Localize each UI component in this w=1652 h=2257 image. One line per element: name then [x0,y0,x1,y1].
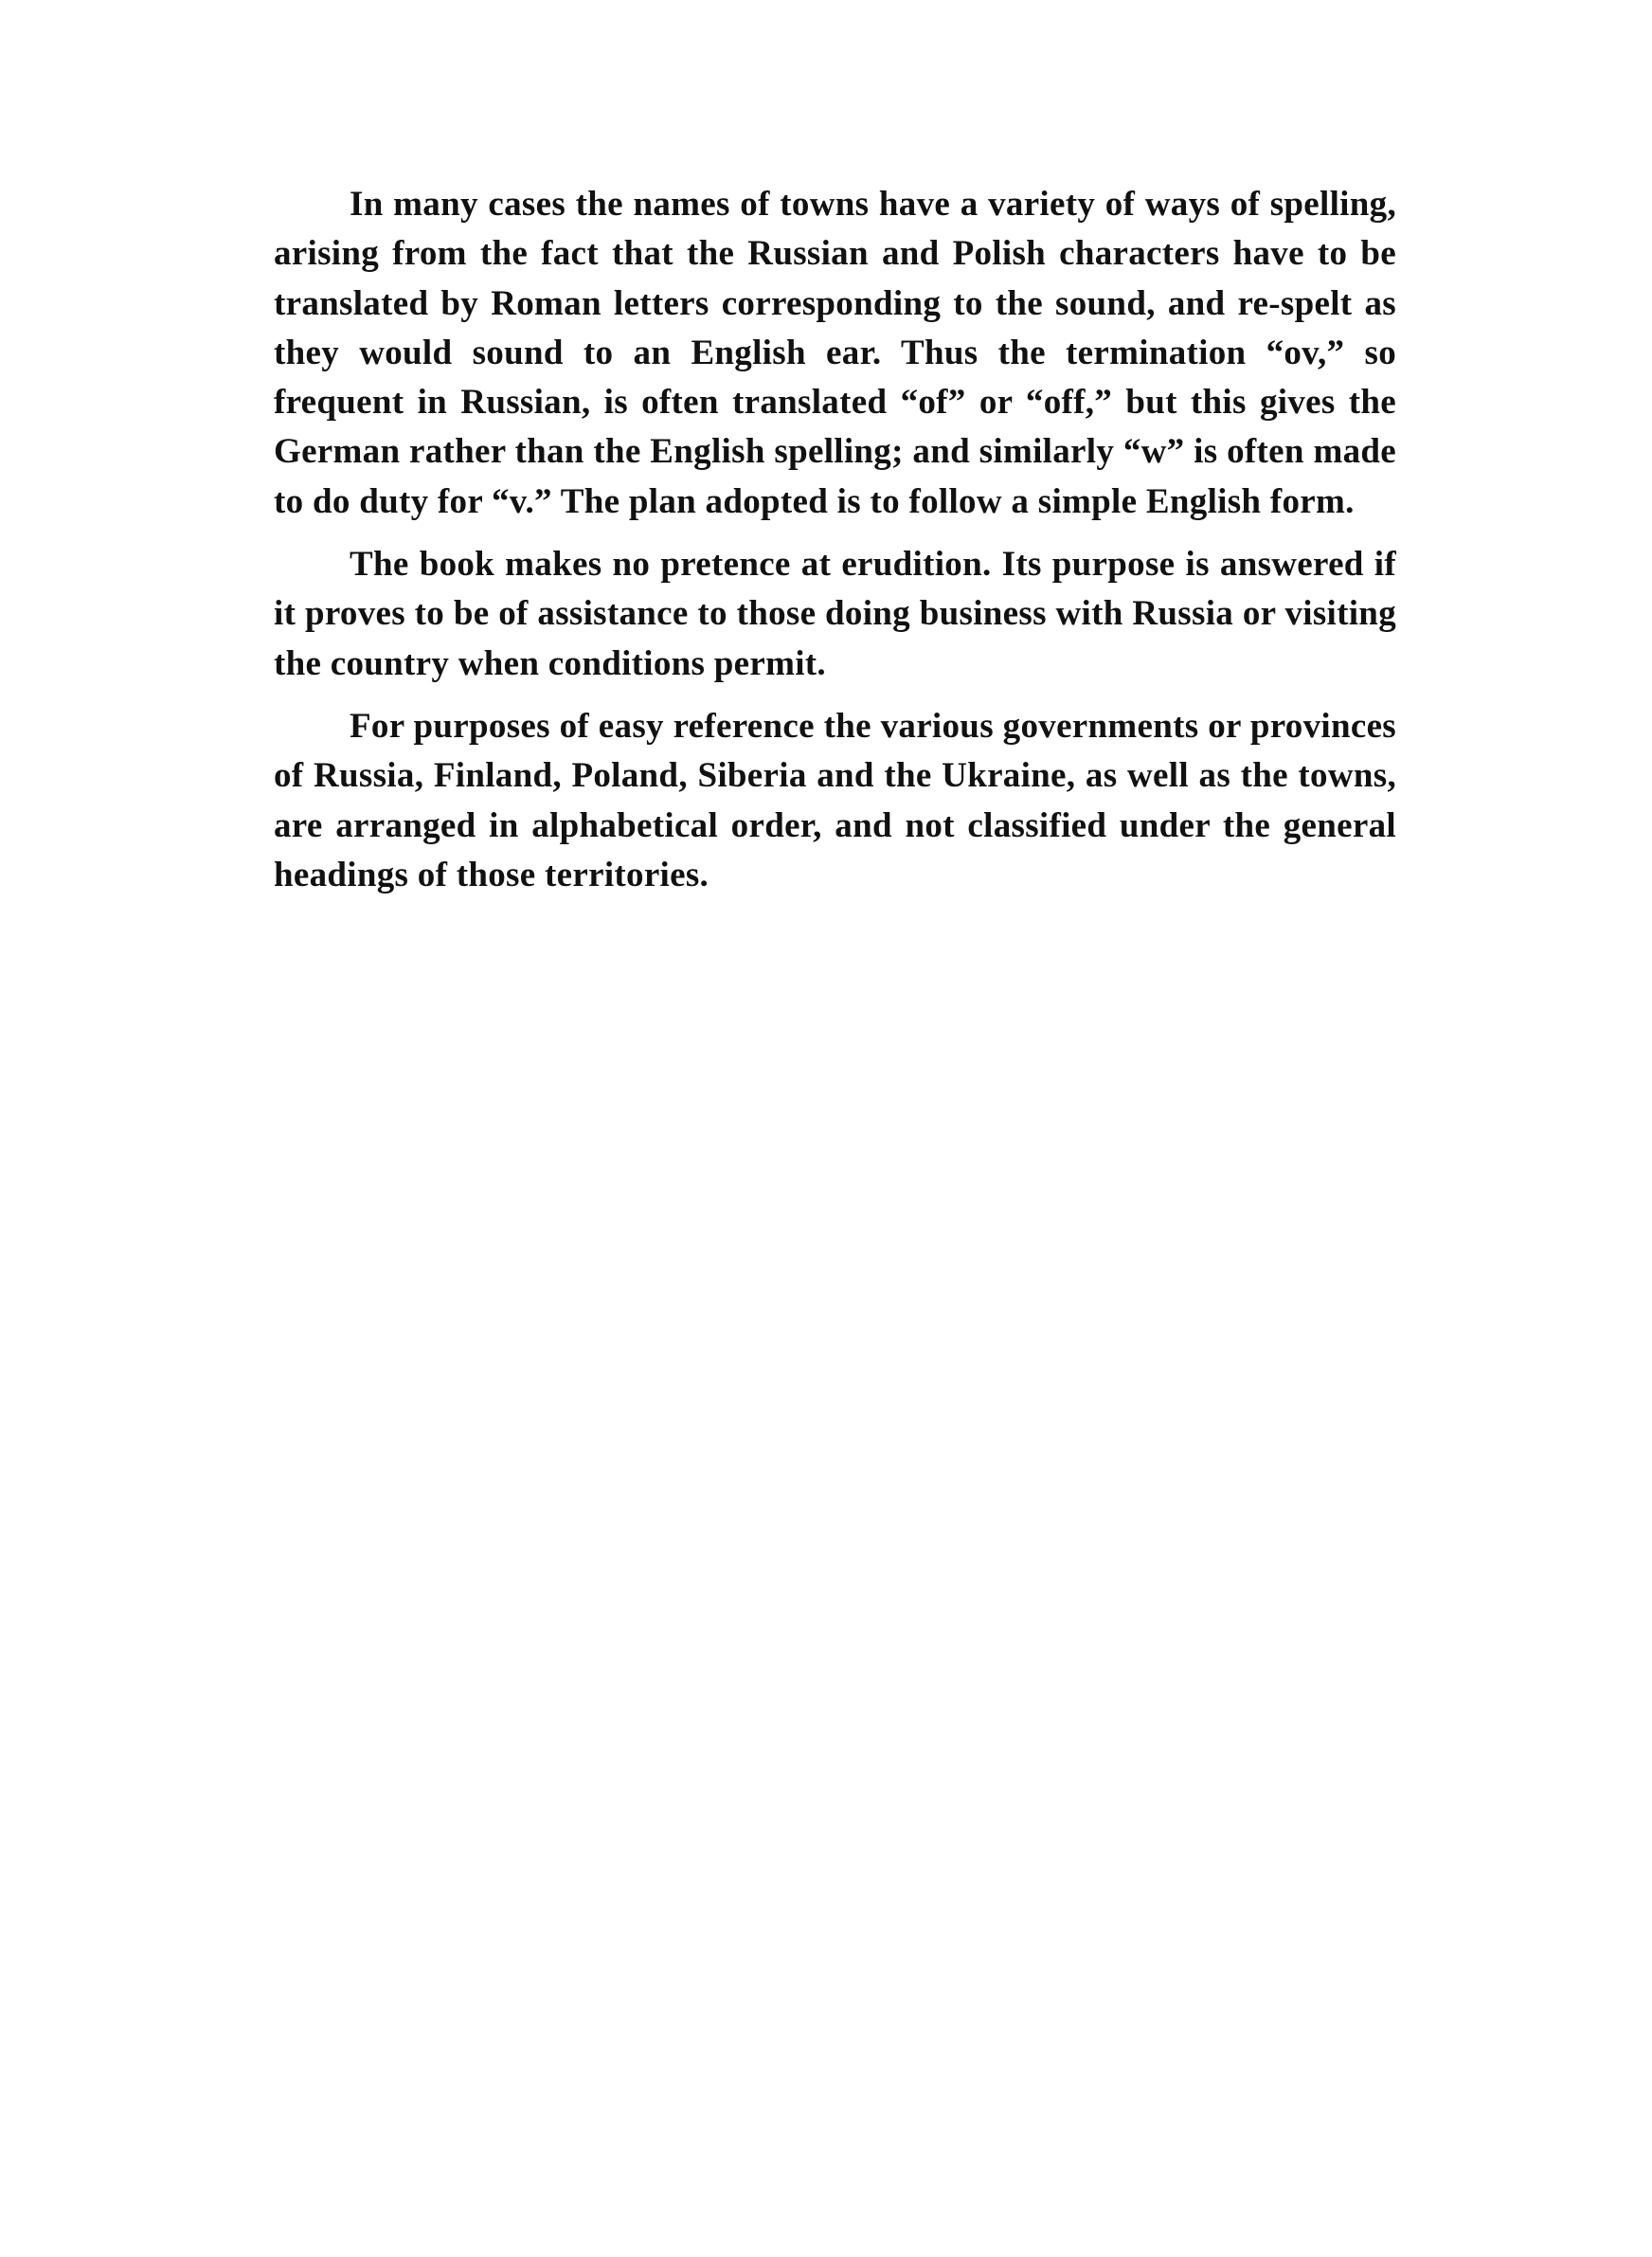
paragraph-spelling: In many cases the names of towns have a variety of ways of spelling, arising from the fact that the Russian and Polish characters have to be translated by Roman letters corresponding to the sound, and re-spelt as they would sound to an English ear. Thus the termination “ov,” so frequent in Russian, is often translated “of” or “off,” but this gives the German rather than the English spelling; and similarly “w” is often made to do duty for “v.” The plan adopted is to follow a simple English form. [274,185,1396,521]
paragraph-purpose: The book makes no pretence at erudition. Its purpose is answered if it proves to be of assistance to those doing business with Russia or visiting the country when conditions permit. [274,545,1396,683]
paragraph-arrangement: For purposes of easy reference the various governments or provinces of Russia, Finland, Poland, Siberia and the Ukraine, as well as the towns, are arranged in alphabetical order, and not classified under the general headings of those territories. [274,706,1396,894]
body-text [274,180,1396,913]
